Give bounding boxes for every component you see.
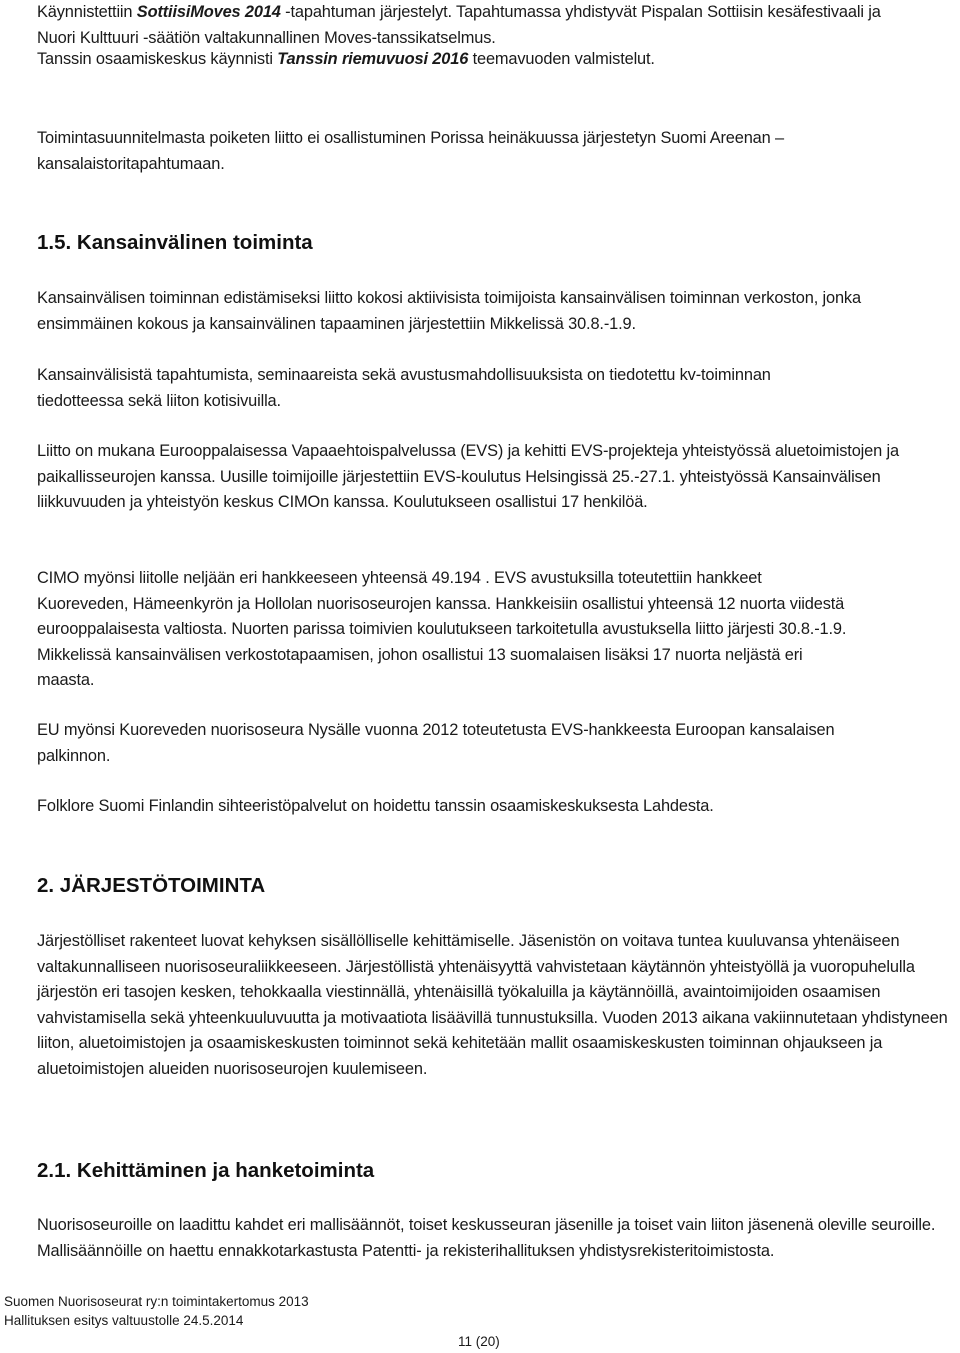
page-number: 11 (20) — [458, 1334, 500, 1349]
section-1-5-paragraph-1: Kansainvälisen toiminnan edistämiseksi liitto kokosi aktiivisista toimijoista kansainvälisen toiminnan verkoston, jonka ensimmäinen kokous ja kansainvälinen tapaaminen järjestettiin Mikkelissä 30.8.-1.9. — [37, 289, 861, 333]
section-heading-1-5: 1.5. Kansainvälinen toiminta — [37, 231, 313, 254]
intro-paragraph-2: Tanssin osaamiskeskus käynnisti Tanssin riemuvuosi 2016 teemavuoden valmistelut. — [37, 50, 655, 68]
section-2-1-paragraph-1: Nuorisoseuroille on laadittu kahdet eri mallisäännöt, toiset keskusseuran jäsenille ja toiset vain liiton jäsenenä oleville seuroille. Mallisäännöille on haettu ennakkotarkastusta Patentti- ja rekisterihallituksen yhdistysrekisteritoimistosta. — [37, 1216, 936, 1260]
footer-organization: Suomen Nuorisoseurat ry:n toimintakertomus 2013 — [4, 1294, 309, 1309]
section-heading-2: 2. JÄRJESTÖTOIMINTA — [37, 874, 266, 897]
section-1-5-paragraph-3: Liitto on mukana Eurooppalaisessa Vapaaehtoispalvelussa (EVS) ja kehitti EVS-projekteja yhteistyössä aluetoimistojen ja paikallisseurojen kanssa. Uusille toimijoille järjestettiin EVS-koulutus Helsingissä 25.-27.1. yhteistyössä Kansainvälisen liikkuvuuden ja yhteistyön keskus CIMOn kanssa. Koulutukseen osallistui 17 henkilöä. — [37, 442, 899, 511]
section-1-5-paragraph-4: CIMO myönsi liitolle neljään eri hankkeeseen yhteensä 49.194 . EVS avustuksilla toteutettiin hankkeet Kuoreveden, Hämeenkyrön ja Hollolan nuorisoseurojen kanssa. Hankkeisiin osallistui yhteensä 12 nuorta viidestä eurooppalaisesta valtiosta. Nuorten parissa toimivien koulutukseen tarkoitetulla avustuksella liitto järjesti 30.8.-1.9. Mikkelissä kansainvälisen verkostotapaamisen, johon osallistui 13 suomalaisen lisäksi 17 nuorta neljästä eri maasta. — [37, 569, 847, 689]
intro-paragraph-1: Käynnistettiin SottiisiMoves 2014 -tapahtuman järjestelyt. Tapahtumassa yhdistyvät Pispalan Sottiisin kesäfestivaali ja Nuori Kulttuuri -säätiön valtakunnallinen Moves-tanssikatselmus. — [37, 3, 881, 47]
section-1-5-paragraph-2: Kansainvälisistä tapahtumista, seminaareista sekä avustusmahdollisuuksista on tiedotettu kv-toiminnan tiedotteessa sekä liiton kotisivuilla. — [37, 366, 771, 410]
section-1-5-paragraph-5: EU myönsi Kuoreveden nuorisoseura Nysälle vuonna 2012 toteutetusta EVS-hankkeesta Euroopan kansalaisen palkinnon. — [37, 721, 835, 765]
section-heading-2-1: 2.1. Kehittäminen ja hanketoiminta — [37, 1159, 375, 1182]
intro-paragraph-3: Toimintasuunnitelmasta poiketen liitto ei osallistuminen Porissa heinäkuussa järjestetyn Suomi Areenan –kansalaistoritapahtumaan. — [37, 129, 784, 173]
section-2-paragraph-1: Järjestölliset rakenteet luovat kehyksen sisällölliselle kehittämiselle. Jäsenistön on voitava tuntea kuuluvansa yhtenäiseen valtakunnalliseen nuorisoseuraliikkeeseen. Järjestöllistä yhtenäisyyttä vahvistetaan käytännön yhteistyöllä ja vuoropuhelulla järjestön eri tasojen kesken, tehokkaalla viestinnällä, yhtenäisillä työkaluilla ja käytännöillä, avaintoimijoiden osaamisen vahvistamisella sekä yhteenkuuluvuutta ja motivaatiota lisäävillä tunnustuksilla. Vuoden 2013 aikana vakiinnutetaan yhdistyneen liiton, aluetoimistojen ja osaamiskeskusten toiminnot sekä kehitetään mallit osaamiskeskusten toiminnan ohjaukseen ja aluetoimistojen alueiden nuorisoseurojen kuulemiseen. — [37, 932, 948, 1078]
section-1-5-paragraph-6: Folklore Suomi Finlandin sihteeristöpalvelut on hoidettu tanssin osaamiskeskuksesta Lahdesta. — [37, 797, 714, 815]
footer-board-proposal: Hallituksen esitys valtuustolle 24.5.2014 — [4, 1313, 244, 1328]
